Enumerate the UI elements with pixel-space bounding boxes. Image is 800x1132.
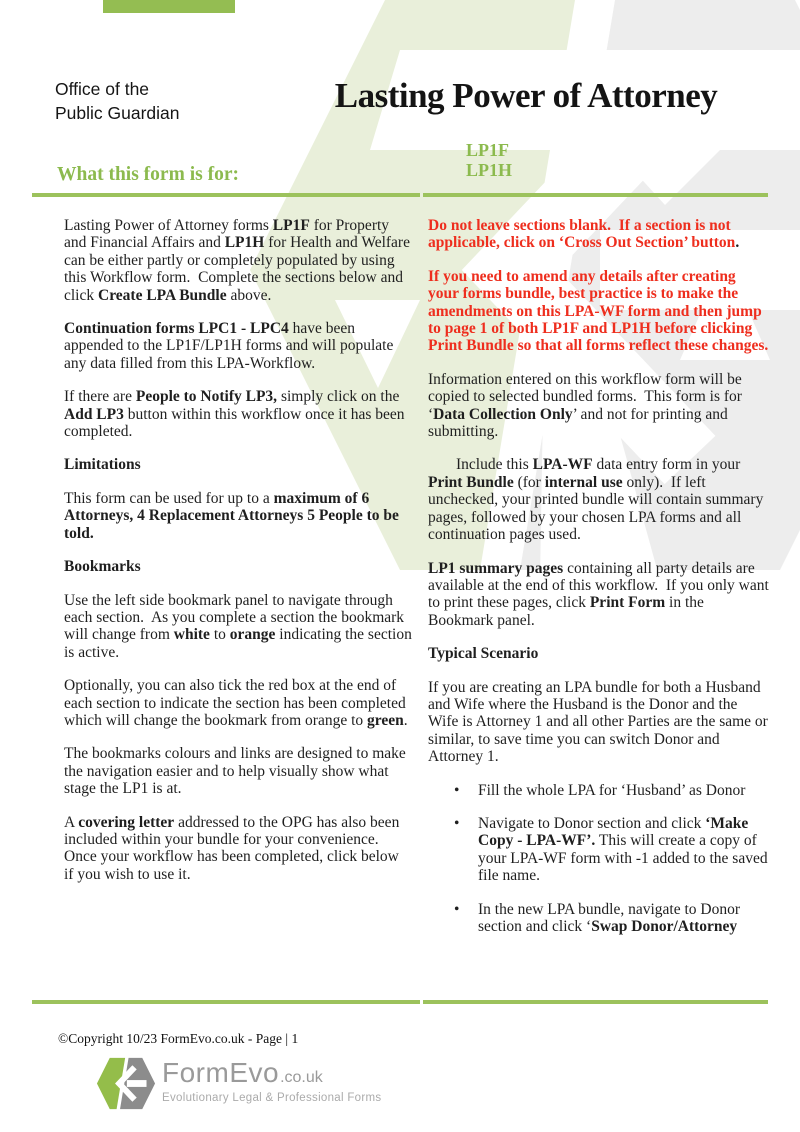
text-run: LPA-WF: [532, 456, 593, 474]
text-run: Swap Donor/Attorney: [591, 918, 738, 935]
section-heading-what-this-form-is-for: What this form is for:: [57, 164, 239, 185]
text-run: (for: [513, 473, 545, 491]
text-run: for Health and Welfare can be either partly or completely populated by using this Workflow form. Complete the sections below and click: [64, 234, 410, 304]
opg-logo-text: [55, 77, 180, 125]
formevo-domain-suffix: .co.uk: [280, 1069, 323, 1086]
form-code-lp1h: LP1H: [466, 159, 513, 180]
header-rule: [32, 193, 768, 197]
paragraph: [64, 592, 412, 662]
footer-rule-left-segment: [32, 1000, 420, 1004]
text-run: .: [403, 711, 408, 729]
text-run: This form can be used for up to a: [64, 489, 274, 507]
opg-line-1: Office of the: [55, 79, 150, 99]
text-run: ’ and not for printing and submitting.: [428, 405, 728, 441]
text-run: in the Bookmark panel.: [428, 594, 704, 629]
form-codes: [466, 141, 512, 180]
bullet-marker: •: [454, 900, 460, 918]
text-run: Add LP3: [64, 405, 124, 423]
formevo-logo: [96, 1057, 381, 1110]
warning-paragraph: [428, 268, 770, 355]
text-run: have been appended to the LP1F/LP1H forms and will populate any data filled from this LPA-Workflow.: [64, 320, 394, 372]
bullet-item: [428, 782, 770, 799]
paragraph: [428, 679, 770, 766]
formevo-brand-line: [162, 1057, 381, 1089]
header-rule-right-segment: [423, 193, 768, 197]
copyright-line: ©Copyright 10/23 FormEvo.co.uk - Page | 1: [58, 1031, 299, 1046]
paragraph: [428, 560, 770, 630]
text-run: Optionally, you can also tick the red box at the end of each section to indicate the section has been completed which will change the bookmark from orange to: [64, 677, 406, 729]
form-code-lp1f: LP1F: [466, 140, 509, 160]
formevo-logo-icon: [96, 1057, 156, 1110]
text-run: Information entered on this workflow form will be copied to selected bundled forms. This form is for ‘: [428, 370, 742, 423]
paragraph: [64, 677, 412, 729]
paragraph: [64, 217, 412, 304]
text-run: If there are: [64, 388, 136, 406]
bullet-marker: •: [454, 814, 460, 832]
text-run: only). If left unchecked, your printed bundle will contain summary pages, followed by your chosen LPA forms and all continuation pages used.: [428, 473, 764, 544]
text-run: indicating the section is active.: [64, 626, 412, 661]
text-run: Use the left side bookmark panel to navigate through each section. As you complete a section the bookmark will change from: [64, 591, 405, 644]
text-run: Fill the whole LPA for ‘Husband’ as Donor: [478, 781, 746, 799]
paragraph: [64, 745, 412, 797]
bullet-item: [428, 901, 770, 936]
left-column: [64, 217, 412, 951]
text-run: Do not leave sections blank. If a section is not applicable, click on ‘Cross Out Section’ button: [428, 217, 736, 252]
text-run: People to Notify LP3,: [135, 388, 278, 406]
text-run: internal use: [544, 473, 623, 491]
text-run: LP1F: [272, 217, 310, 234]
text-run: LP1H: [224, 234, 265, 252]
text-run: Lasting Power of Attorney forms: [64, 217, 273, 234]
text-run: Print Bundle: [428, 473, 514, 491]
text-run: Data Collection Only: [433, 405, 573, 423]
text-run: A: [64, 813, 79, 831]
paragraph: [64, 388, 412, 440]
paragraph: [64, 814, 412, 884]
text-run: Continuation forms LPC1 - LPC4: [64, 320, 289, 338]
body-columns: [64, 217, 770, 951]
text-run: to: [209, 626, 230, 644]
text-run: containing all party details are available at the end of this workflow. If you only want to print these pages, click: [428, 559, 769, 612]
text-run: covering letter: [78, 813, 175, 831]
bullet-item: [428, 815, 770, 885]
section-heading: [64, 456, 412, 473]
text-run: button within this workflow once it has been completed.: [64, 405, 405, 441]
text-run: Typical Scenario: [428, 645, 539, 663]
text-run: addressed to the OPG has also been included within your bundle for your convenience. Once your workflow has been completed, click below if you wish to use it.: [64, 813, 400, 883]
opg-line-2: Public Guardian: [55, 103, 180, 123]
text-run: Create LPA Bundle: [98, 286, 227, 304]
text-run: data entry form in your: [592, 456, 741, 474]
logo-icon-slot: [127, 1080, 147, 1087]
section-heading: [64, 558, 412, 575]
formevo-tagline: Evolutionary Legal & Professional Forms: [162, 1092, 382, 1104]
text-run: Include this: [456, 456, 533, 474]
text-run: maximum of 6 Attorneys, 4 Replacement Attorneys 5 People to be told.: [64, 489, 399, 542]
text-run: white: [173, 626, 210, 644]
paragraph: [64, 490, 412, 542]
text-run: .: [735, 234, 740, 252]
text-run: If you need to amend any details after creating your forms bundle, best practice is to make the amendments on this LPA-WF form and then jump to page 1 of both LP1F and LP1H before clicking Print Bundle so that all forms reflect these changes.: [428, 267, 769, 355]
section-heading: [428, 645, 770, 662]
text-run: simply click on the: [277, 388, 400, 406]
text-run: If you are creating an LPA bundle for both a Husband and Wife where the Husband is the Donor and the Wife is Attorney 1 and all other Parties are the same or similar, to save time you can switch Donor and Attorney 1.: [428, 678, 768, 766]
text-run: This will create a copy of your LPA-WF form with -1 added to the saved file name.: [478, 832, 768, 885]
text-run: In the new LPA bundle, navigate to Donor section and click ‘: [478, 900, 741, 935]
text-run: Limitations: [64, 456, 141, 474]
paragraph: [428, 371, 770, 441]
footer-rule: [32, 1000, 768, 1004]
page-title: Lasting Power of Attorney: [334, 76, 718, 115]
text-run: LP1 summary pages: [428, 559, 564, 577]
header-rule-left-segment: [32, 193, 420, 197]
header-accent-bar: [103, 0, 235, 13]
formevo-logo-text: [162, 1057, 381, 1104]
paragraph: [64, 320, 412, 372]
text-run: The bookmarks colours and links are designed to make the navigation easier and to help visually show what stage the LP1 is at.: [64, 745, 406, 798]
warning-paragraph: [428, 217, 770, 252]
formevo-brand-text: FormEvo: [162, 1057, 280, 1088]
text-run: Print Form: [589, 594, 666, 612]
text-run: orange: [229, 626, 276, 644]
paragraph: [428, 456, 770, 543]
footer-rule-right-segment: [423, 1000, 768, 1004]
bullet-marker: •: [454, 781, 460, 799]
text-run: Navigate to Donor section and click: [478, 814, 706, 832]
text-run: green: [367, 711, 404, 729]
text-run: for Property and Financial Affairs and: [64, 217, 390, 252]
text-run: Bookmarks: [64, 558, 141, 576]
right-column: [428, 217, 770, 951]
text-run: above.: [226, 286, 272, 304]
text-run: ‘Make Copy - LPA-WF’.: [478, 814, 749, 850]
